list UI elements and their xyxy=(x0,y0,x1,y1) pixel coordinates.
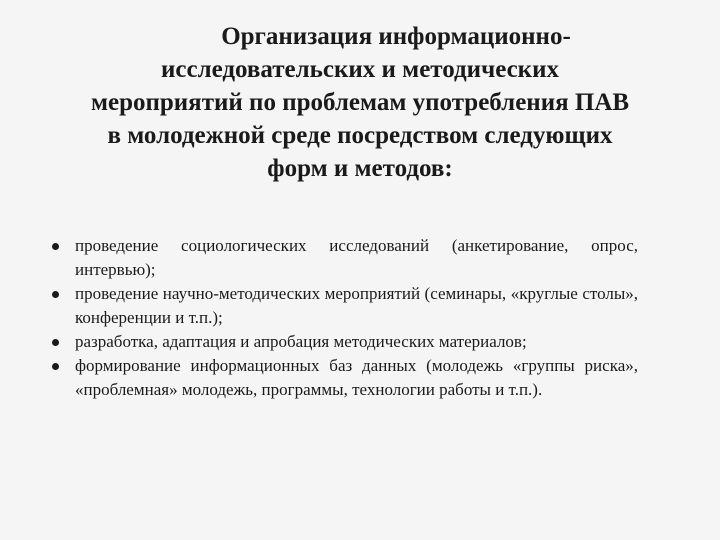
list-item-text: проведение социологических исследований (анкетирование, опрос, интервью); xyxy=(75,236,638,279)
bullet-icon xyxy=(52,243,59,250)
bullet-icon xyxy=(52,339,59,346)
slide-title xyxy=(30,20,690,185)
title-line: исследовательских и методических xyxy=(160,56,559,83)
title-line: Организация информационно- xyxy=(221,23,571,50)
list-item xyxy=(50,282,638,330)
list-item xyxy=(50,234,638,282)
list-item-text: проведение научно-методических мероприятий (семинары, «круглые столы», конференции и т.п.); xyxy=(75,284,638,327)
title-line: в молодежной среде посредством следующих xyxy=(107,122,613,149)
bullet-list xyxy=(50,234,638,402)
bullet-icon xyxy=(52,363,59,370)
list-item xyxy=(50,330,638,354)
list-item-text: разработка, адаптация и апробация методических материалов; xyxy=(75,332,527,351)
list-item-text: формирование информационных баз данных (молодежь «группы риска», «проблемная» молодежь, программы, технологии работы и т.п.). xyxy=(75,356,638,399)
bullet-icon xyxy=(52,291,59,298)
title-line: форм и методов: xyxy=(267,155,453,182)
title-line: мероприятий по проблемам употребления ПАВ xyxy=(90,89,630,116)
list-item xyxy=(50,354,638,402)
